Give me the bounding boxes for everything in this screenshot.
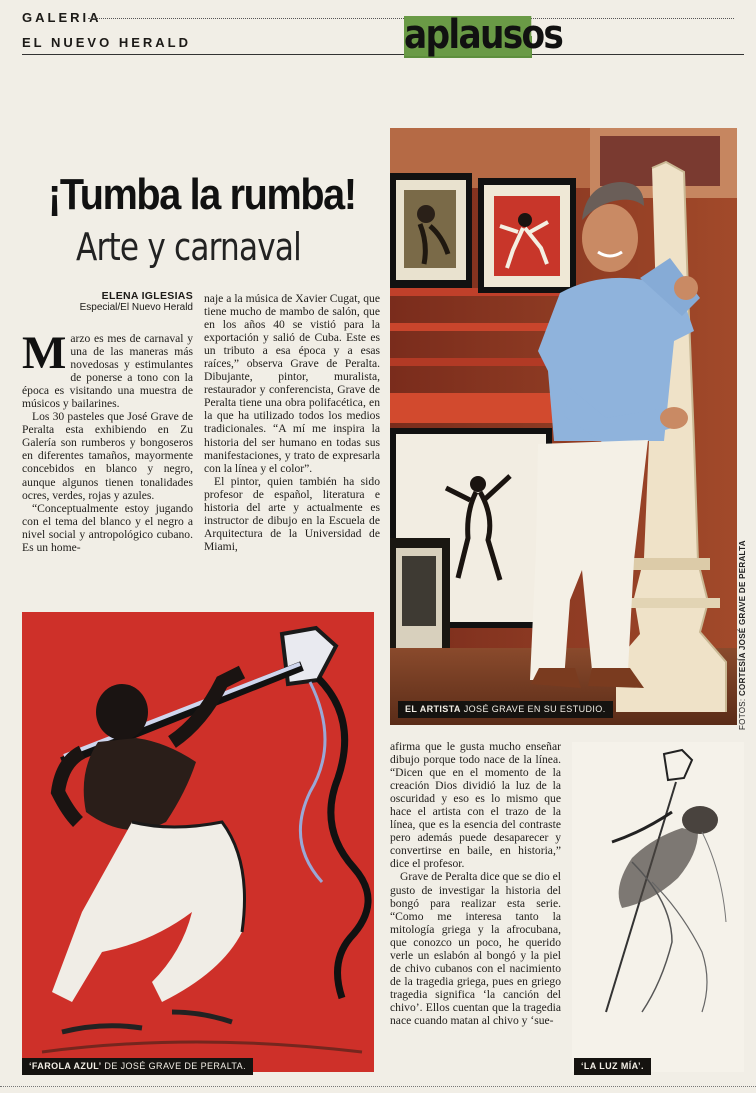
paragraph: afirma que le gusta mucho enseñar dibujo porque todo nace de la línea. “Dicen que en el momento de la creación Dios dividió la luz de la oscuridad y eso es lo mismo que hace el artista con el trazo de la línea, que es la esencia del contraste pero además puede desaparecer y convertirse en baile, en historia,” dice el profesor. [390,740,561,871]
headline: ¡Tumba la rumba! [48,170,356,219]
studio-photo-caption: EL ARTISTA JOSÉ GRAVE EN SU ESTUDIO. [398,701,613,718]
artist-studio-photo [390,128,737,725]
section-name: GALERIA [22,10,102,25]
paragraph: Marzo es mes de carnaval y una de las maneras más novedosas y estimulantes de ponerse a tono con la época es visitando una muestra de músicos y bailarines. [22,327,193,411]
section-tag: aplausos [404,12,563,58]
bottom-rule [0,1086,756,1087]
photo-credit: FOTOS: CORTESÍA JOSÉ GRAVE DE PERALTA [738,540,747,730]
paper-name: EL NUEVO HERALD [22,35,191,50]
paragraph: “Conceptualmente estoy jugando con el tema del blanco y el negro a nivel social y antropológico cubano. Es un home- [22,501,193,554]
paragraph: El pintor, quien también ha sido profesor de español, literatura e historia del arte y actualmente es instructor de dibujo en la Escuela de Arquitectura de la Universidad de Miami, [204,474,380,553]
paragraph: Los 30 pasteles que José Grave de Peralta esta exhibiendo en Zu Galería son rumberos y bongoseros en diferentes tamaños, mayormente concebidos en blanco y negro, aunque algunos tienen tonalidades ocres, verdes, rojas y azules. [22,410,193,502]
article-column-3 [390,740,561,1027]
byline-org: Especial/El Nuevo Herald [79,302,193,313]
drawing-illustration [572,742,744,1072]
la-luz-mia-caption: ‘LA LUZ MÍA’. [574,1058,651,1075]
byline-name: ELENA IGLESIAS [101,290,193,302]
painting-illustration [22,612,374,1072]
masthead-divider [22,54,744,55]
la-luz-mia-drawing [572,742,744,1072]
article-column-1 [22,327,193,554]
farola-azul-painting [22,612,374,1072]
drop-cap: M [22,327,67,379]
article-column-2 [204,292,380,553]
paragraph: naje a la música de Xavier Cugat, que tiene mucho de mambo de salón, que en los años 40 se vistió para la exportación y salió de Cuba. Este es un tributo a esa época y a esas raíces,” observa Grave de Peralta. Dibujante, pintor, muralista, restaurador y conferencista, Grave de Peralta tiene una obra polifacética, en la que ha utilizado todos los medios tradicionales. “A mí me inspira la historia del ser humano en todas sus manifestaciones, y trato de expresarla con la línea y el color”. [204,292,380,475]
studio-photo-illustration [390,128,737,725]
farola-azul-caption: ‘FAROLA AZUL’ DE JOSÉ GRAVE DE PERALTA. [22,1058,253,1075]
paragraph: Grave de Peralta dice que se dio el gusto de investigar la historia del bongó para realizar esta serie. “Como me interesa tanto la mitología griega y la afrocubana, que conozco un poco, he querido verle un eslabón al bongó y la piel de chivo cubanos con el nacimiento de la tragedia griega, pues en griego tragedia significa ‘la canción del chivo’. Ellos cuentan que la tragedia nace cuando matan al chivo y ‘sue- [390,870,561,1027]
byline [22,290,193,313]
subheadline: Arte y carnaval [76,225,302,269]
